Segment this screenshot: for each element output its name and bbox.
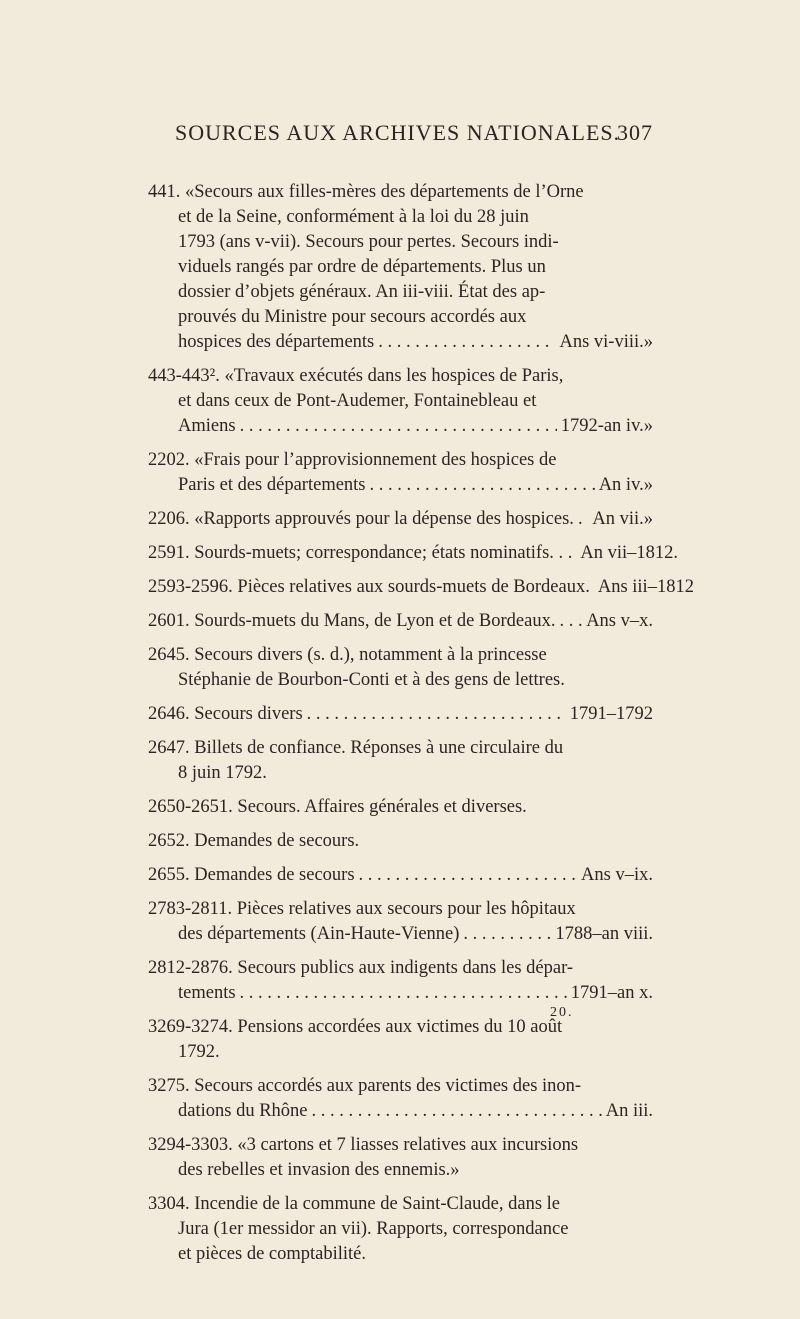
entry-text: 1792. xyxy=(178,1042,220,1062)
entry-text: prouvés du Ministre pour secours accordés aux xyxy=(178,307,527,327)
archive-entry xyxy=(148,448,653,498)
leader-dots xyxy=(463,922,551,947)
entry-line xyxy=(148,364,653,389)
entry-line xyxy=(148,736,653,761)
entry-text: 443-443². «Travaux exécutés dans les hospices de Paris, xyxy=(148,366,564,386)
entry-line xyxy=(148,280,653,305)
entry-text: des rebelles et invasion des ennemis.» xyxy=(178,1160,460,1180)
entry-text: Amiens xyxy=(178,416,236,436)
archive-entry xyxy=(148,643,653,693)
entry-line xyxy=(148,575,694,600)
entry-text: 2812-2876. Secours publics aux indigents dans les dépar- xyxy=(148,958,574,978)
entry-line xyxy=(148,1015,653,1040)
entry-line xyxy=(148,795,653,820)
entry-line xyxy=(148,761,653,786)
entry-text: 3294-3303. «3 cartons et 7 liasses relatives aux incursions xyxy=(148,1135,579,1155)
leader-dots xyxy=(559,609,582,634)
entry-line xyxy=(148,1158,653,1183)
entry-date: 1791–1792 xyxy=(569,704,653,724)
archive-entry xyxy=(148,507,653,532)
entry-text: 2206. «Rapports approuvés pour la dépense des hospices. xyxy=(148,509,574,529)
entry-date: Ans vi-viii.» xyxy=(559,332,653,352)
entry-line xyxy=(148,448,653,473)
entry-list xyxy=(148,180,694,1276)
entry-text: 2601. Sourds-muets du Mans, de Lyon et de Bordeaux. xyxy=(148,611,556,631)
entry-date: An vii–1812. xyxy=(580,543,679,563)
entry-line xyxy=(148,829,653,854)
leader-dots xyxy=(378,330,555,355)
entry-line xyxy=(148,230,653,255)
archive-entry xyxy=(148,541,679,566)
entry-text: 2647. Billets de confiance. Réponses à une circulaire du xyxy=(148,738,564,758)
entry-text: viduels rangés par ordre de départements. Plus un xyxy=(178,257,546,277)
entry-line xyxy=(148,922,653,947)
entry-text: 441. «Secours aux filles-mères des départements de l’Orne xyxy=(148,182,584,202)
entry-text: 2591. Sourds-muets; correspondance; états nominatifs. . . xyxy=(148,543,573,563)
leader-dots xyxy=(359,863,578,888)
archive-entry xyxy=(148,702,653,727)
entry-text: dations du Rhône xyxy=(178,1101,308,1121)
entry-line xyxy=(148,1217,653,1242)
leader-dots xyxy=(312,1099,602,1124)
page-title: SOURCES AUX ARCHIVES NATIONALES. xyxy=(175,120,621,145)
entry-date: Ans v–ix. xyxy=(581,865,653,885)
entry-line xyxy=(148,330,653,355)
entry-date: 1788–an viii. xyxy=(555,924,653,944)
entry-text: 2646. Secours divers xyxy=(148,704,303,724)
entry-date: An vii.» xyxy=(592,509,653,529)
entry-text: tements xyxy=(178,983,236,1003)
entry-line xyxy=(148,205,653,230)
leader-dots xyxy=(578,507,588,532)
entry-line xyxy=(148,1040,653,1065)
entry-text: et de la Seine, conformément à la loi du 28 juin xyxy=(178,207,529,227)
entry-text: des départements (Ain-Haute-Vienne) xyxy=(178,924,460,944)
entry-line xyxy=(148,180,653,205)
entry-line xyxy=(148,1099,653,1124)
entry-text: Paris et des départements xyxy=(178,475,366,495)
archive-entry xyxy=(148,829,653,854)
entry-line xyxy=(148,702,653,727)
entry-text: 1793 (ans v-vii). Secours pour pertes. Secours indi- xyxy=(178,232,559,252)
archive-entry xyxy=(148,956,653,1006)
signature-mark: 20. xyxy=(550,1005,574,1020)
entry-date: 1791–an x. xyxy=(570,983,653,1003)
entry-text: et pièces de comptabilité. xyxy=(178,1244,367,1264)
entry-date: 1792-an iv.» xyxy=(560,416,653,436)
archive-entry xyxy=(148,795,653,820)
archive-entry xyxy=(148,575,694,600)
entry-text: 8 juin 1792. xyxy=(178,763,267,783)
entry-text: 2645. Secours divers (s. d.), notamment à la princesse xyxy=(148,645,547,665)
archive-entry xyxy=(148,180,653,355)
page-number: 307 xyxy=(617,120,653,145)
entry-line xyxy=(148,1133,653,1158)
entry-text: 2650-2651. Secours. Affaires générales et diverses. xyxy=(148,797,527,817)
entry-line xyxy=(148,897,653,922)
entry-line xyxy=(148,507,653,532)
entry-line xyxy=(148,414,653,439)
archive-entry xyxy=(148,736,653,786)
entry-text: Stéphanie de Bourbon-Conti et à des gens de lettres. xyxy=(178,670,565,690)
archive-entry xyxy=(148,1015,653,1065)
archive-entry xyxy=(148,1192,653,1267)
entry-line xyxy=(148,643,653,668)
entry-line xyxy=(148,1074,653,1099)
entry-text: 3275. Secours accordés aux parents des victimes des inon- xyxy=(148,1076,582,1096)
entry-date: An iii. xyxy=(605,1101,653,1121)
entry-text: 3304. Incendie de la commune de Saint-Claude, dans le xyxy=(148,1194,561,1214)
entry-line xyxy=(148,305,653,330)
entry-text: 2783-2811. Pièces relatives aux secours pour les hôpitaux xyxy=(148,899,576,919)
entry-text: 2652. Demandes de secours. xyxy=(148,831,360,851)
entry-line xyxy=(148,863,653,888)
entry-text: dossier d’objets généraux. An iii-viii. État des ap- xyxy=(178,282,546,302)
archive-entry xyxy=(148,1133,653,1183)
entry-text: 2202. «Frais pour l’approvisionnement des hospices de xyxy=(148,450,557,470)
entry-text: 3269-3274. Pensions accordées aux victimes du 10 août xyxy=(148,1017,563,1037)
entry-date: Ans iii–1812 xyxy=(597,577,694,597)
leader-dots xyxy=(240,981,567,1006)
leader-dots xyxy=(370,473,595,498)
entry-line xyxy=(148,389,653,414)
entry-line xyxy=(148,541,679,566)
archive-entry xyxy=(148,863,653,888)
entry-line xyxy=(148,956,653,981)
archive-entry xyxy=(148,1074,653,1124)
archive-entry xyxy=(148,897,653,947)
entry-text: Jura (1er messidor an vii). Rapports, correspondance xyxy=(178,1219,569,1239)
entry-line xyxy=(148,473,653,498)
entry-text: 2593-2596. Pièces relatives aux sourds-muets de Bordeaux. xyxy=(148,577,590,597)
entry-date: Ans v–x. xyxy=(586,611,653,631)
entry-date: An iv.» xyxy=(598,475,653,495)
entry-text: et dans ceux de Pont-Audemer, Fontainebleau et xyxy=(178,391,537,411)
archive-entry xyxy=(148,364,653,439)
entry-line xyxy=(148,1242,653,1267)
leader-dots xyxy=(307,702,566,727)
entry-line xyxy=(148,668,653,693)
archive-entry xyxy=(148,609,653,634)
leader-dots xyxy=(240,414,557,439)
entry-line xyxy=(148,1192,653,1217)
entry-text: 2655. Demandes de secours xyxy=(148,865,355,885)
entry-line xyxy=(148,981,653,1006)
entry-line xyxy=(148,255,653,280)
entry-line xyxy=(148,609,653,634)
entry-text: hospices des départements xyxy=(178,332,375,352)
